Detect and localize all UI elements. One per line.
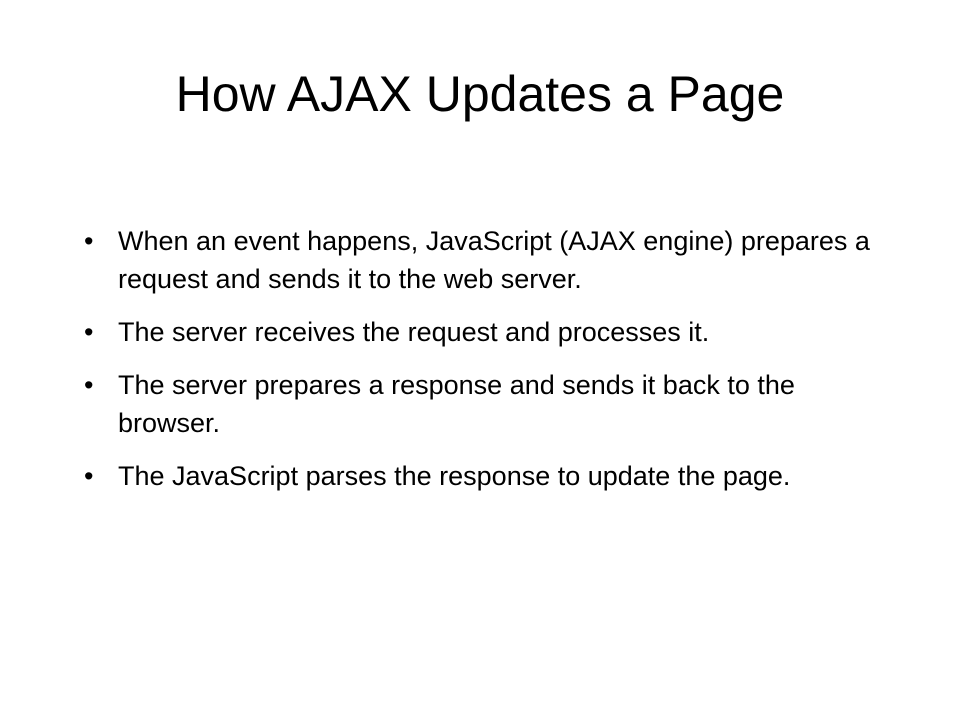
bullet-text: The server prepares a response and sends it back to the browser.: [118, 370, 795, 438]
bullet-text: The JavaScript parses the response to update the page.: [118, 461, 791, 491]
bullet-list: [84, 222, 884, 510]
bullet-icon: •: [84, 226, 94, 256]
bullet-item: [84, 366, 884, 442]
bullet-text: When an event happens, JavaScript (AJAX engine) prepares a request and sends it to the web server.: [118, 226, 870, 294]
bullet-item: [84, 457, 884, 495]
bullet-icon: •: [84, 370, 94, 400]
slide-title: How AJAX Updates a Page: [175, 66, 785, 122]
bullet-item: [84, 313, 884, 351]
bullet-icon: •: [84, 461, 94, 491]
bullet-item: [84, 222, 884, 298]
bullet-icon: •: [84, 317, 94, 347]
bullet-text: The server receives the request and processes it.: [118, 317, 710, 347]
